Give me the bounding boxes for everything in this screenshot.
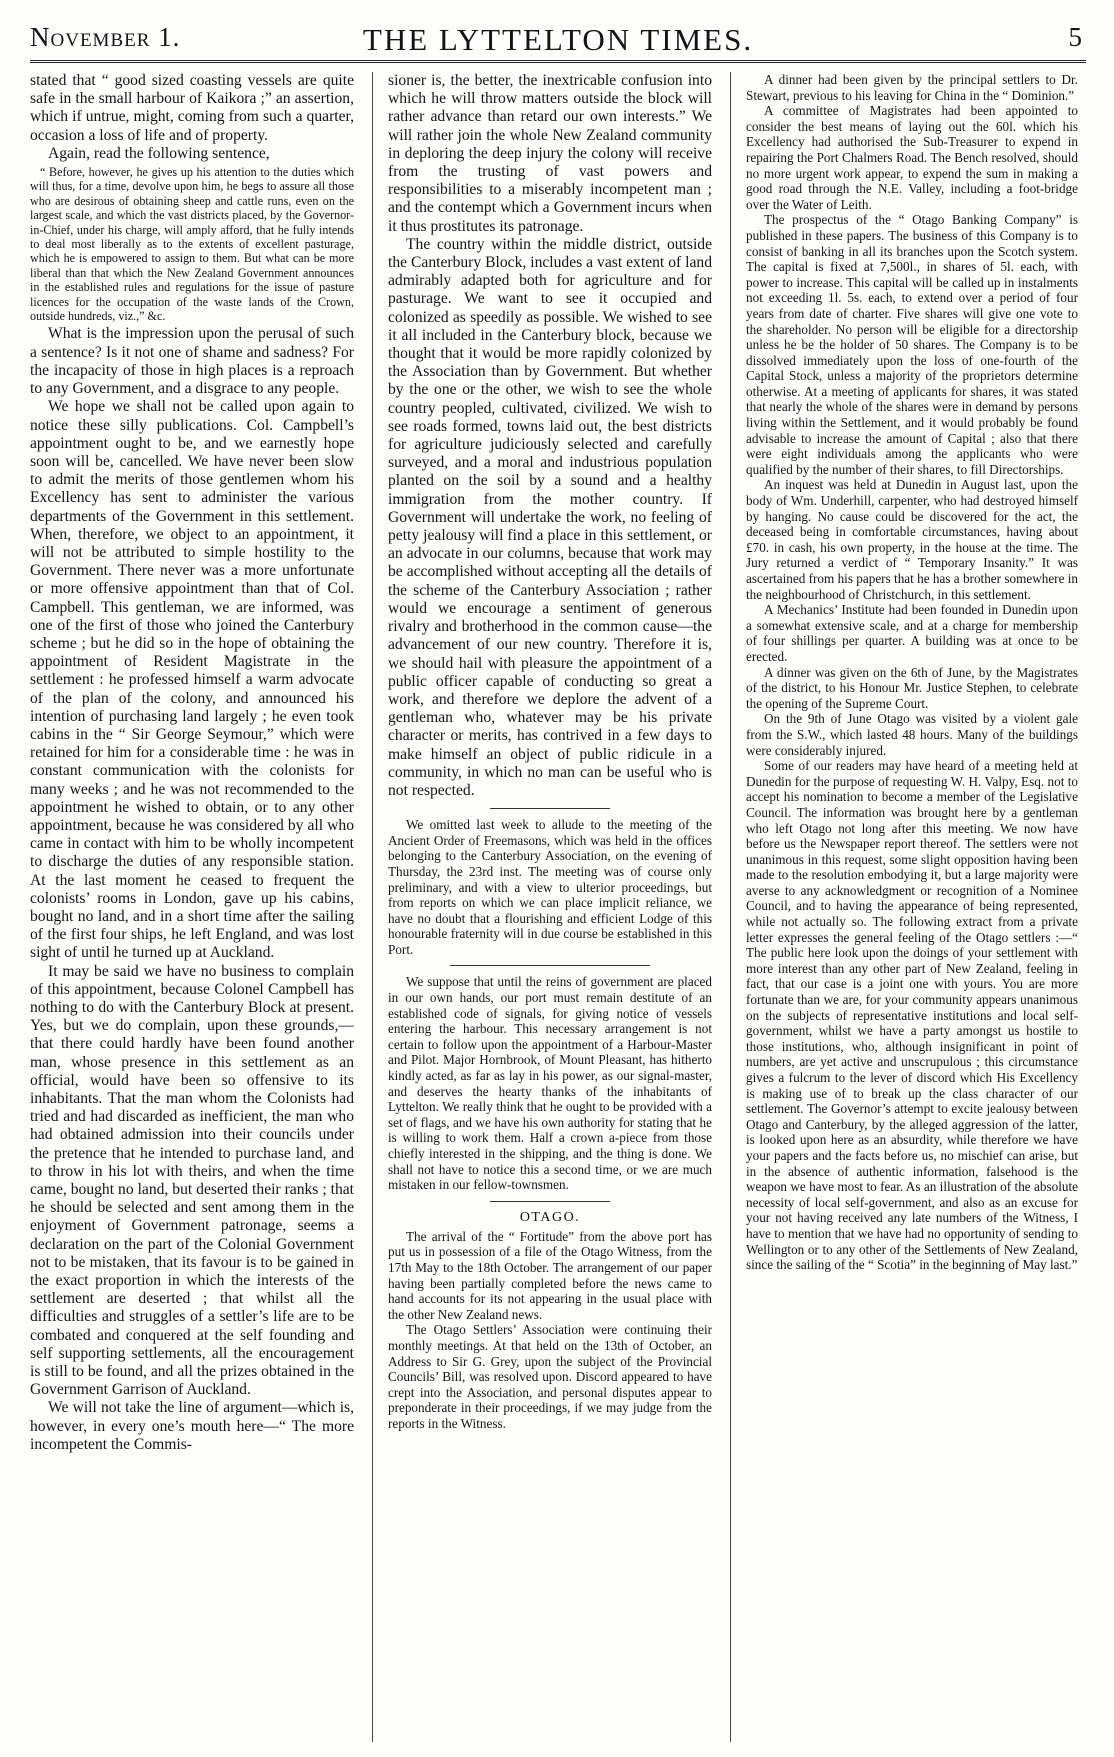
otago-heading: OTAGO. bbox=[519, 1209, 581, 1225]
masthead bbox=[30, 18, 1086, 63]
column-2 bbox=[388, 72, 712, 1744]
col1-quotation: “ Before, however, he gives up his attention to the duties which will thus, for a time, devolve upon him, he begs to assure all those who are desirous of obtaining sheep and cattle runs, even on the largest scale, and which the vast districts placed, by the Governor-in-Chief, under his charge, will amply afford, that he fully intends to deal most liberally as to the extents of excellent pasturage, which he is empowered to assign to them. But what can be more liberal than that which the New Zealand Government announces in the established rules and regulations for the issue of pasture licences for the occupation of the waste lands of the Crown, outside hundreds, viz.,” &c. bbox=[30, 165, 354, 324]
issue-date: November 1. bbox=[30, 22, 181, 52]
col1-paragraph-5: It may be said we have no business to complain of this appointment, because Colonel Campbell has nothing to do with the Canterbury Block at present. Yes, but we do complain, upon these grounds,—that there could hardly have been found another man, whose presence in this settlement as an official, would have been so offensive to its inhabitants. That the man whom the Colonists had tried and had discarded as inefficient, the man who had obtained admission into their councils under the pretence that he intended to purchase land, and to throw in his lot with theirs, and when the time came, bought no land, but deserted their ranks ; that he should be selected and sent among them in the enjoyment of Government patronage, seems a declaration on the part of the Colonial Government not to be mistaken, that its favour is to be gained in the exact proportion in which the interests of the settlement are deserted ; that whilst all the difficulties and struggles of a settler’s life are to be combated and conquered at the self founding and self supporting settlements, all the encouragement is still to be found, and all the prizes obtained in the Government Garrison of Auckland. bbox=[30, 962, 354, 1399]
page-number: 5 bbox=[1068, 22, 1082, 52]
newspaper-title: THE LYTTELTON TIMES. bbox=[362, 22, 754, 57]
section-divider bbox=[450, 965, 650, 966]
col1-paragraph-2: Again, read the following sentence, bbox=[48, 144, 270, 162]
column-rule-2 bbox=[730, 72, 731, 1742]
col2-paragraph-1: sioner is, the better, the inextricable confusion into which he will throw matters outside the block will rather advance than retard our own interests.” We will rather join the whole New Zealand community in deploring the deep injury the colony will receive from the trusting of vast powers and responsibilities to a miserably incompetent man ; and the contempt which a Government incurs when it thus prostitutes its patronage. bbox=[388, 72, 712, 235]
col1-paragraph-1: stated that “ good sized coasting vessels are quite safe in the small harbour of Kaikora ;” an assertion, which if untrue, might, coming from such a quarter, occasion a loss of life and of property. bbox=[30, 72, 354, 144]
col3-paragraph-4: An inquest was held at Dunedin in August last, upon the body of Wm. Underhill, carpenter, who had destroyed himself by hanging. No cause could be discovered for the act, the deceased being in comfortable circumstances, having about £70. in cash, his own property, in the house at the time. The Jury returned a verdict of “ Temporary Insanity.” It was ascertained from his papers that he has a brother somewhere in the neighbourhood of Christchurch, in this settlement. bbox=[746, 477, 1078, 602]
col2-signals-paragraph: We suppose that until the reins of government are placed in our own hands, our port must remain destitute of an established code of signals, for giving notice of vessels entering the harbour. This necessary arrangement is not certain to follow upon the appointment of a Harbour-Master and Pilot. Major Hornbrook, of Mount Pleasant, has hitherto kindly acted, as far as lay in his power, as our signal-master, and deserves the hearty thanks of the inhabitants of Lyttelton. We really think that he ought to be provided with a set of flags, and we have his own authority for stating that he is willing to work them. Half a crown a-piece from those chiefly interested in the shipping, and the thing is done. We shall not have to notice this a second time, or we are much mistaken in our fellow-townsmen. bbox=[388, 974, 712, 1193]
col1-paragraph-6: We will not take the line of argument—which is, however, in every one’s mouth here—“ The more incompetent the Commis- bbox=[30, 1399, 354, 1453]
col2-freemasons-paragraph: We omitted last week to allude to the meeting of the Ancient Order of Freemasons, which was held in the offices belonging to the Canterbury Association, on the evening of Thursday, the 23rd inst. The meeting was of course only preliminary, and with a view to ulterior proceedings, but from reports on which we can place implicit reliance, we have no doubt that a flourishing and efficient Lodge of this honourable fraternity will in due course be established in this Port. bbox=[388, 817, 712, 957]
column-1 bbox=[30, 72, 354, 1744]
column-rule-1 bbox=[372, 72, 373, 1742]
col3-paragraph-1: A dinner had been given by the principal settlers to Dr. Stewart, previous to his leaving for China in the “ Dominion.” bbox=[746, 72, 1078, 103]
col1-paragraph-3: What is the impression upon the perusal of such a sentence? Is it not one of shame and sadness? For the incapacity of those in high places is a reproach to any Government, and a disgrace to any people. bbox=[30, 325, 354, 398]
col3-paragraph-5: A Mechanics’ Institute had been founded in Dunedin upon a somewhat extensive scale, and at a charge for membership of four shillings per quarter. A building was at once to be erected. bbox=[746, 602, 1078, 664]
section-divider bbox=[490, 808, 610, 809]
col3-paragraph-8: Some of our readers may have heard of a meeting held at Dunedin for the purpose of requesting W. H. Valpy, Esq. not to accept his nomination to become a member of the Legislative Council. The information was brought here by a gentleman who left Otago not long after this meeting. We now have before us the Newspaper report thereof. The settlers were not unanimous in this request, some slight opposition having been made to the resolution embodying it, but a large majority were averse to any acknowledgment or recognition of a Nominee Council, and to having the appearance of being represented, while not actually so. The following extract from a private letter expresses the general feeling of the Otago settlers :—“ The public here look upon the doings of your settlement with more interest than any other part of New Zealand, feeling in fact, that our case is a joint one with yours. You are more fortunate than we are, for your community appears unanimous on the subjects of representative institutions and local self-government, whilst we have a party amongst us hostile to those institutions, who, although insignificant in point of numbers, are yet active and unscrupulous ; this circumstance gives a fulcrum to the lever of discord which His Excellency is making use of to break up the class character of our settlement. The Governor’s attempt to excite jealousy between Otago and Canterbury, by the alleged aggression of the latter, is looked upon here as an absurdity, while therefore we have your papers and the facts before us, no mischief can arise, but in the absence of authentic information, falsehood is the weapon we have most to fear. As an illustration of the absolute necessity of local self-government, and also as an excuse for your not having received any late numbers of the Witness, I have to mention that we have had no opportunity of sending to Wellington or to any other of the Settlements of New Zealand, since the sailing of the “ Scotia” in the beginning of May last.” bbox=[746, 758, 1078, 1273]
col3-paragraph-3: The prospectus of the “ Otago Banking Company” is published in these papers. The business of this Company is to consist of banking in all its branches upon the Scotch system. The capital is fixed at 7,500l., in shares of 5l. each, with power to increase. This capital will be called up in instalments not exceeding 1l. 5s. each, to extend over a period of four years from date of charter. Five shares will give one vote to the shareholder. No person will be eligible for a directorship unless he be the holder of 50 shares. The Company is to be dissolved immediately upon the loss of one-fourth of the Capital Stock, unless a majority of the proprietors determine otherwise. At a meeting of applicants for shares, it was stated that nearly the whole of the shares were in demand by persons living within the Settlement, and it would probably be found advisable to increase the amount of Capital ; also that there were eight individuals among the applicants who were qualified by the number of their shares, to fill Directorships. bbox=[746, 212, 1078, 477]
col1-paragraph-4: We hope we shall not be called upon again to notice these silly publications. Col. Campbell’s appointment ought to be, and we earnestly hope soon will be, cancelled. We have never been slow to admit the merits of those gentlemen whom his Excellency has sent to administer the various departments of the Government in this settlement. When, therefore, we object to an appointment, it will not be attributed to simple hostility to the Government. There never was a more unfortunate or more offensive appointment than that of Col. Campbell. This gentleman, we are informed, was one of the first of those who joined the Canterbury scheme ; but he did so in the hope of obtaining the appointment of Resident Magistrate in the settlement : he professed himself a warm advocate of the plan of the colony, and announced his intention of purchasing land largely ; he even took cabins in the “ Sir George Seymour,” which were retained for him for a considerable time : he was in constant communication with the colonists for many weeks ; and he was not recommended to the appointment he wished to obtain, or to any other appointment, because he was considered by all who came in contact with him to be wholly incompetent to discharge the duties of any responsible station. At the last moment he ceased to frequent the colonists’ rooms in London, gave up his cabins, bought no land, and in a short time after the sailing of the first four ships, he left England, and was lost sight of until he turned up at Auckland. bbox=[30, 398, 354, 962]
col3-paragraph-7: On the 9th of June Otago was visited by a violent gale from the S.W., which lasted 48 hours. Many of the buildings were considerably injured. bbox=[746, 711, 1078, 758]
column-3 bbox=[746, 72, 1078, 1744]
col2-paragraph-2: The country within the middle district, outside the Canterbury Block, includes a vast extent of land admirably adapted both for agriculture and for pasturage. We want to see it occupied and colonized as speedily as possible. We wished to see it all included in the Canterbury block, because we thought that it would be more rapidly colonized by the Association than by Government. But whether by the one or the other, we wish to see the whole country peopled, cultivated, civilized. We wish to see roads formed, towns laid out, the best districts for agriculture judiciously selected and carefully surveyed, and a moral and industrious population planted on the soil by a sound and a healthy immigration from the mother country. If Government will undertake the work, no feeling of petty jealousy will find a place in this settlement, or an advocate in our columns, because that work may be accomplished without accepting all the details of the scheme of the Canterbury Association ; rather would we encourage a sentiment of generous rivalry and brotherhood in the common cause—the advancement of our new country. Therefore it is, we should hail with pleasure the appointment of a public officer capable of conducting so great a work, and therefore we deplore the advent of a gentleman who, whatever may be his private character or merits, has contrived in a few days to make himself an object of public ridicule in a community, in which no man can be useful who is not respected. bbox=[388, 235, 712, 799]
col2-otago-paragraph-1: The arrival of the “ Fortitude” from the above port has put us in possession of a file of the Otago Witness, from the 17th May to the 18th October. The arrangement of our paper having been partially completed before the news came to hand accounts for its not appearing in the usual place with the other New Zealand news. bbox=[388, 1228, 712, 1322]
col3-paragraph-6: A dinner was given on the 6th of June, by the Magistrates of the district, to his Honour Mr. Justice Stephen, to celebrate the opening of the Supreme Court. bbox=[746, 664, 1078, 711]
col3-paragraph-2: A committee of Magistrates had been appointed to consider the best means of laying out the 60l. which his Excellency had authorised the Sub-Treasurer to expend in repairing the Port Chalmers Road. The Bench resolved, should no more urgent work appear, to expend the sum in making a good road through the N.E. Valley, including a foot-bridge over the Water of Leith. bbox=[746, 103, 1078, 212]
col2-otago-paragraph-2: The Otago Settlers’ Association were continuing their monthly meetings. At that held on the 13th of October, an Address to Sir G. Grey, upon the subject of the Provincial Councils’ Bill, was resolved upon. Discord appeared to have crept into the Association, and personal disputes appear to preponderate in their proceedings, if we may judge from the reports in the Witness. bbox=[388, 1322, 712, 1431]
section-divider bbox=[490, 1201, 610, 1202]
